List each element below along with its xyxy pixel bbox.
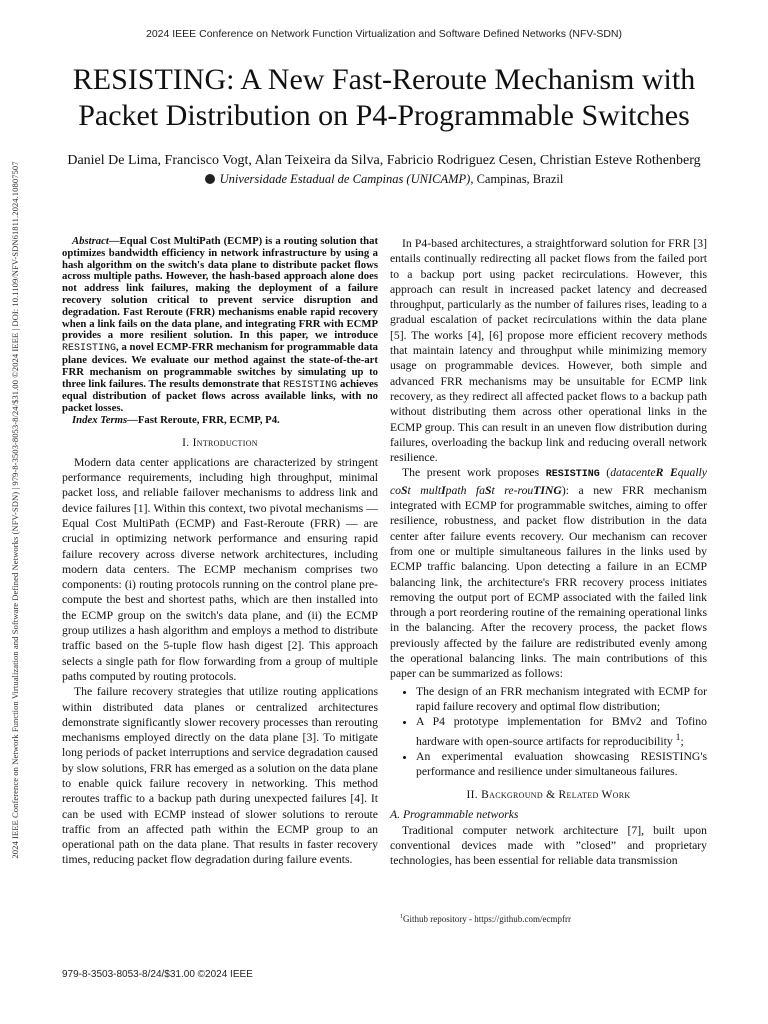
background-heading	[390, 789, 707, 801]
abstract-name-2: RESISTING	[283, 379, 338, 391]
intro-heading-text: Introduction	[192, 436, 258, 449]
p4-exp-S: S	[401, 483, 408, 497]
abstract-text-1: —Equal Cost MultiPath (ECMP) is a routing solution that optimizes bandwidth efficiency in network infrastructure by using a hash algorithm on the switch's data plane to distribute packet flows across multiple paths. However, the hash-based approach alone does not address link failures, making the deployment of a failure recovery solution critical to prevent service disruption and degradation. Fast Reroute (FRR) mechanisms enable rapid recovery when a link fails on the data plane, and integrating FRR with ECMP provides a more resilient solution. In this paper, we introduce	[62, 235, 378, 342]
p4-exp-a: datacente	[610, 466, 656, 480]
abstract-name-1: RESISTING	[62, 343, 117, 355]
conference-header: 2024 IEEE Conference on Network Function Virtualization and Software Defined Networks (NFV-SDN)	[145, 28, 623, 40]
p4-name: RESISTING	[545, 469, 600, 481]
p4-exp-f: t re-rou	[491, 483, 534, 497]
p4-lead: The present work proposes	[402, 466, 546, 480]
list-item	[416, 684, 707, 715]
p4-exp-E: E	[669, 466, 678, 480]
footnote-mark: 1	[400, 914, 403, 920]
doi-side-text: 2024 IEEE Conference on Network Function Virtualization and Software Defined Networks (NFV-SDN) | 979-8-3503-8053-8/24/$31.00 ©2024 IEEE | DOI: 10.1109/NFV-SDN61811.2024.10807507	[10, 160, 20, 859]
intro-paragraph-2: The failure recovery strategies that utilize routing applications within distributed data planes or centralized architectures demonstrate significantly slower recovery processes than rerouting mechanisms employed directly on the data plane [3]. To mitigate long periods of packet interruptions and service degradation caused by slow solutions, FRR has emerged as a solution on the data plane to enable quick failure recovery in networking. This method reroutes traffic to a backup path during unexpected failures [4]. It can be used with ECMP instead of slower solutions to reroute traffic from an affected path within the ECMP group to an operational path on the data plane. That results in faster recovery times, reducing packet flow degradation during failure events.	[62, 685, 378, 867]
abstract-text-2: , a novel ECMP-FRR mechanism for programmable data plane devices. We evaluate our method against the state-of-the-art FRR mechanism on programmable switches by simulating up to three link failures. The results demonstrate that	[62, 341, 378, 390]
footnote	[400, 914, 571, 924]
abstract-label: Abstract	[72, 235, 109, 247]
intro-paragraph-4	[390, 465, 707, 681]
p4-exp-c: qually co	[390, 466, 707, 497]
abstract	[62, 236, 378, 415]
p4-rest: ): a new FRR mechanism integrated with ECMP for programmable switches, aiming to offer resilience, robustness, and packet flow distribution in the data center after failure events recovery. Our mechanism can recover from one or multiple simultaneous failures in the links used by ECMP traffic balancing. Upon detecting a failure in an ECMP balancing link, the architecture's FRR recovery process initiates removing the output port of ECMP associated with the failed link through a port reordering routine of the remaining operational links in the balancing. After the recovery process, the packet flows previously affected by the failure are redistributed evenly among the operational balancing links. The main contributions of this paper can be summarized as follows:	[390, 483, 707, 681]
index-terms-label: Index Terms	[72, 413, 128, 426]
right-column	[390, 236, 707, 868]
p4-open: (	[599, 466, 611, 480]
footnote-text: Github repository - https://github.com/ecmpfrr	[403, 914, 571, 924]
title-line-1: RESISTING: A New Fast-Reroute Mechanism with	[72, 63, 696, 96]
p4-exp-S2: S	[485, 483, 492, 497]
affiliation-location: , Campinas, Brazil	[470, 172, 564, 186]
p4-exp-e: path fa	[445, 483, 486, 497]
list-item	[416, 749, 707, 780]
contribution-list	[390, 684, 707, 780]
background-heading-num: II.	[466, 789, 482, 802]
author-list: Daniel De Lima, Francisco Vogt, Alan Teixeira da Silva, Fabricio Rodriguez Cesen, Christian Esteve Rothenberg	[67, 153, 701, 168]
p4-exp-R: R	[655, 466, 664, 480]
abstract-text-3: achieves equal distribution of packet flows across available links, with no packet losses.	[62, 377, 378, 415]
intro-heading-num: I.	[182, 436, 193, 449]
footnote-ref: 1	[675, 731, 681, 743]
index-terms	[62, 415, 378, 427]
contribution-2: A P4 prototype implementation for BMv2 and Tofino hardware with open-source artifacts for reproducibility	[416, 715, 707, 748]
background-paragraph-1: Traditional computer network architecture [7], built upon conventional devices made with ”closed” and proprietary technologies, has been essential for reliable data transmission	[390, 823, 707, 868]
doi-side-strip	[8, 92, 22, 927]
affiliation	[40, 172, 728, 187]
contribution-1: The design of an FRR mechanism integrated with ECMP for rapid failure recovery and optimal flow distribution;	[416, 684, 707, 713]
intro-heading	[62, 437, 378, 449]
affiliation-institution: Universidade Estadual de Campinas (UNICAMP)	[219, 172, 471, 186]
institution-logo-icon	[205, 174, 215, 184]
contribution-2-end: ;	[680, 734, 684, 748]
list-item	[416, 714, 707, 748]
p4-exp-TING: TING	[533, 483, 562, 497]
index-terms-text: —Fast Reroute, FRR, ECMP, P4.	[127, 413, 280, 426]
left-column	[62, 236, 378, 868]
intro-paragraph-1: Modern data center applications are characterized by stringent performance requirements, including high throughput, minimal packet loss, and reliable failover mechanisms to address link and device failures [1]. Within this context, two pivotal mechanisms — Equal Cost MultiPath (ECMP) and Fast-Reroute (FRR) — are crucial in optimizing network performance and ensuring rapid failure recovery across diverse network architectures, including modern data centers. The ECMP mechanism comprises two components: (i) routing protocols running on the control plane pre-compute the best and shortest paths, which are then installed into the ECMP group on the switch's data plane, and (ii) the ECMP group utilizes a hash algorithm and employs a method to distribute traffic based on the 5-tuple flow hash digest [2]. This approach selects a single path for flow forwarding from a group of multiple paths computed by routing protocols.	[62, 455, 378, 683]
subsection-heading: A. Programmable networks	[390, 808, 519, 822]
background-heading-text: Background & Related Work	[481, 789, 631, 802]
p4-exp-I: I	[441, 483, 446, 497]
contribution-3: An experimental evaluation showcasing RESISTING's performance and resilience under simultaneous failures.	[416, 749, 707, 778]
page-footer: 979-8-3503-8053-8/24/$31.00 ©2024 IEEE	[62, 969, 253, 980]
title-line-2: Packet Distribution on P4-Programmable Switches	[78, 99, 690, 132]
p4-exp-d: t mult	[407, 483, 442, 497]
intro-paragraph-3: In P4-based architectures, a straightforward solution for FRR [3] entails continually redirecting all packet flows from the failed port to a backup port using packet recirculations. However, this approach can result in increased packet latency and decreased throughput, particularly as the number of failures rises, leading to a gradual escalation of packet recirculations within the data plane [5]. The works [4], [6] propose more efficient recovery methods that maintain latency and throughput while minimizing memory usage on programmable devices. However, both simple and advanced FRR mechanisms may be unsuitable for ECMP link recovery, as they redirect all affected packet flows to a backup path without distributing them across other operational links in the ECMP group. This can result in an uneven flow distribution during failures, overloading the backup link and reducing overall network resilience.	[390, 237, 707, 465]
paper-title	[40, 62, 728, 134]
